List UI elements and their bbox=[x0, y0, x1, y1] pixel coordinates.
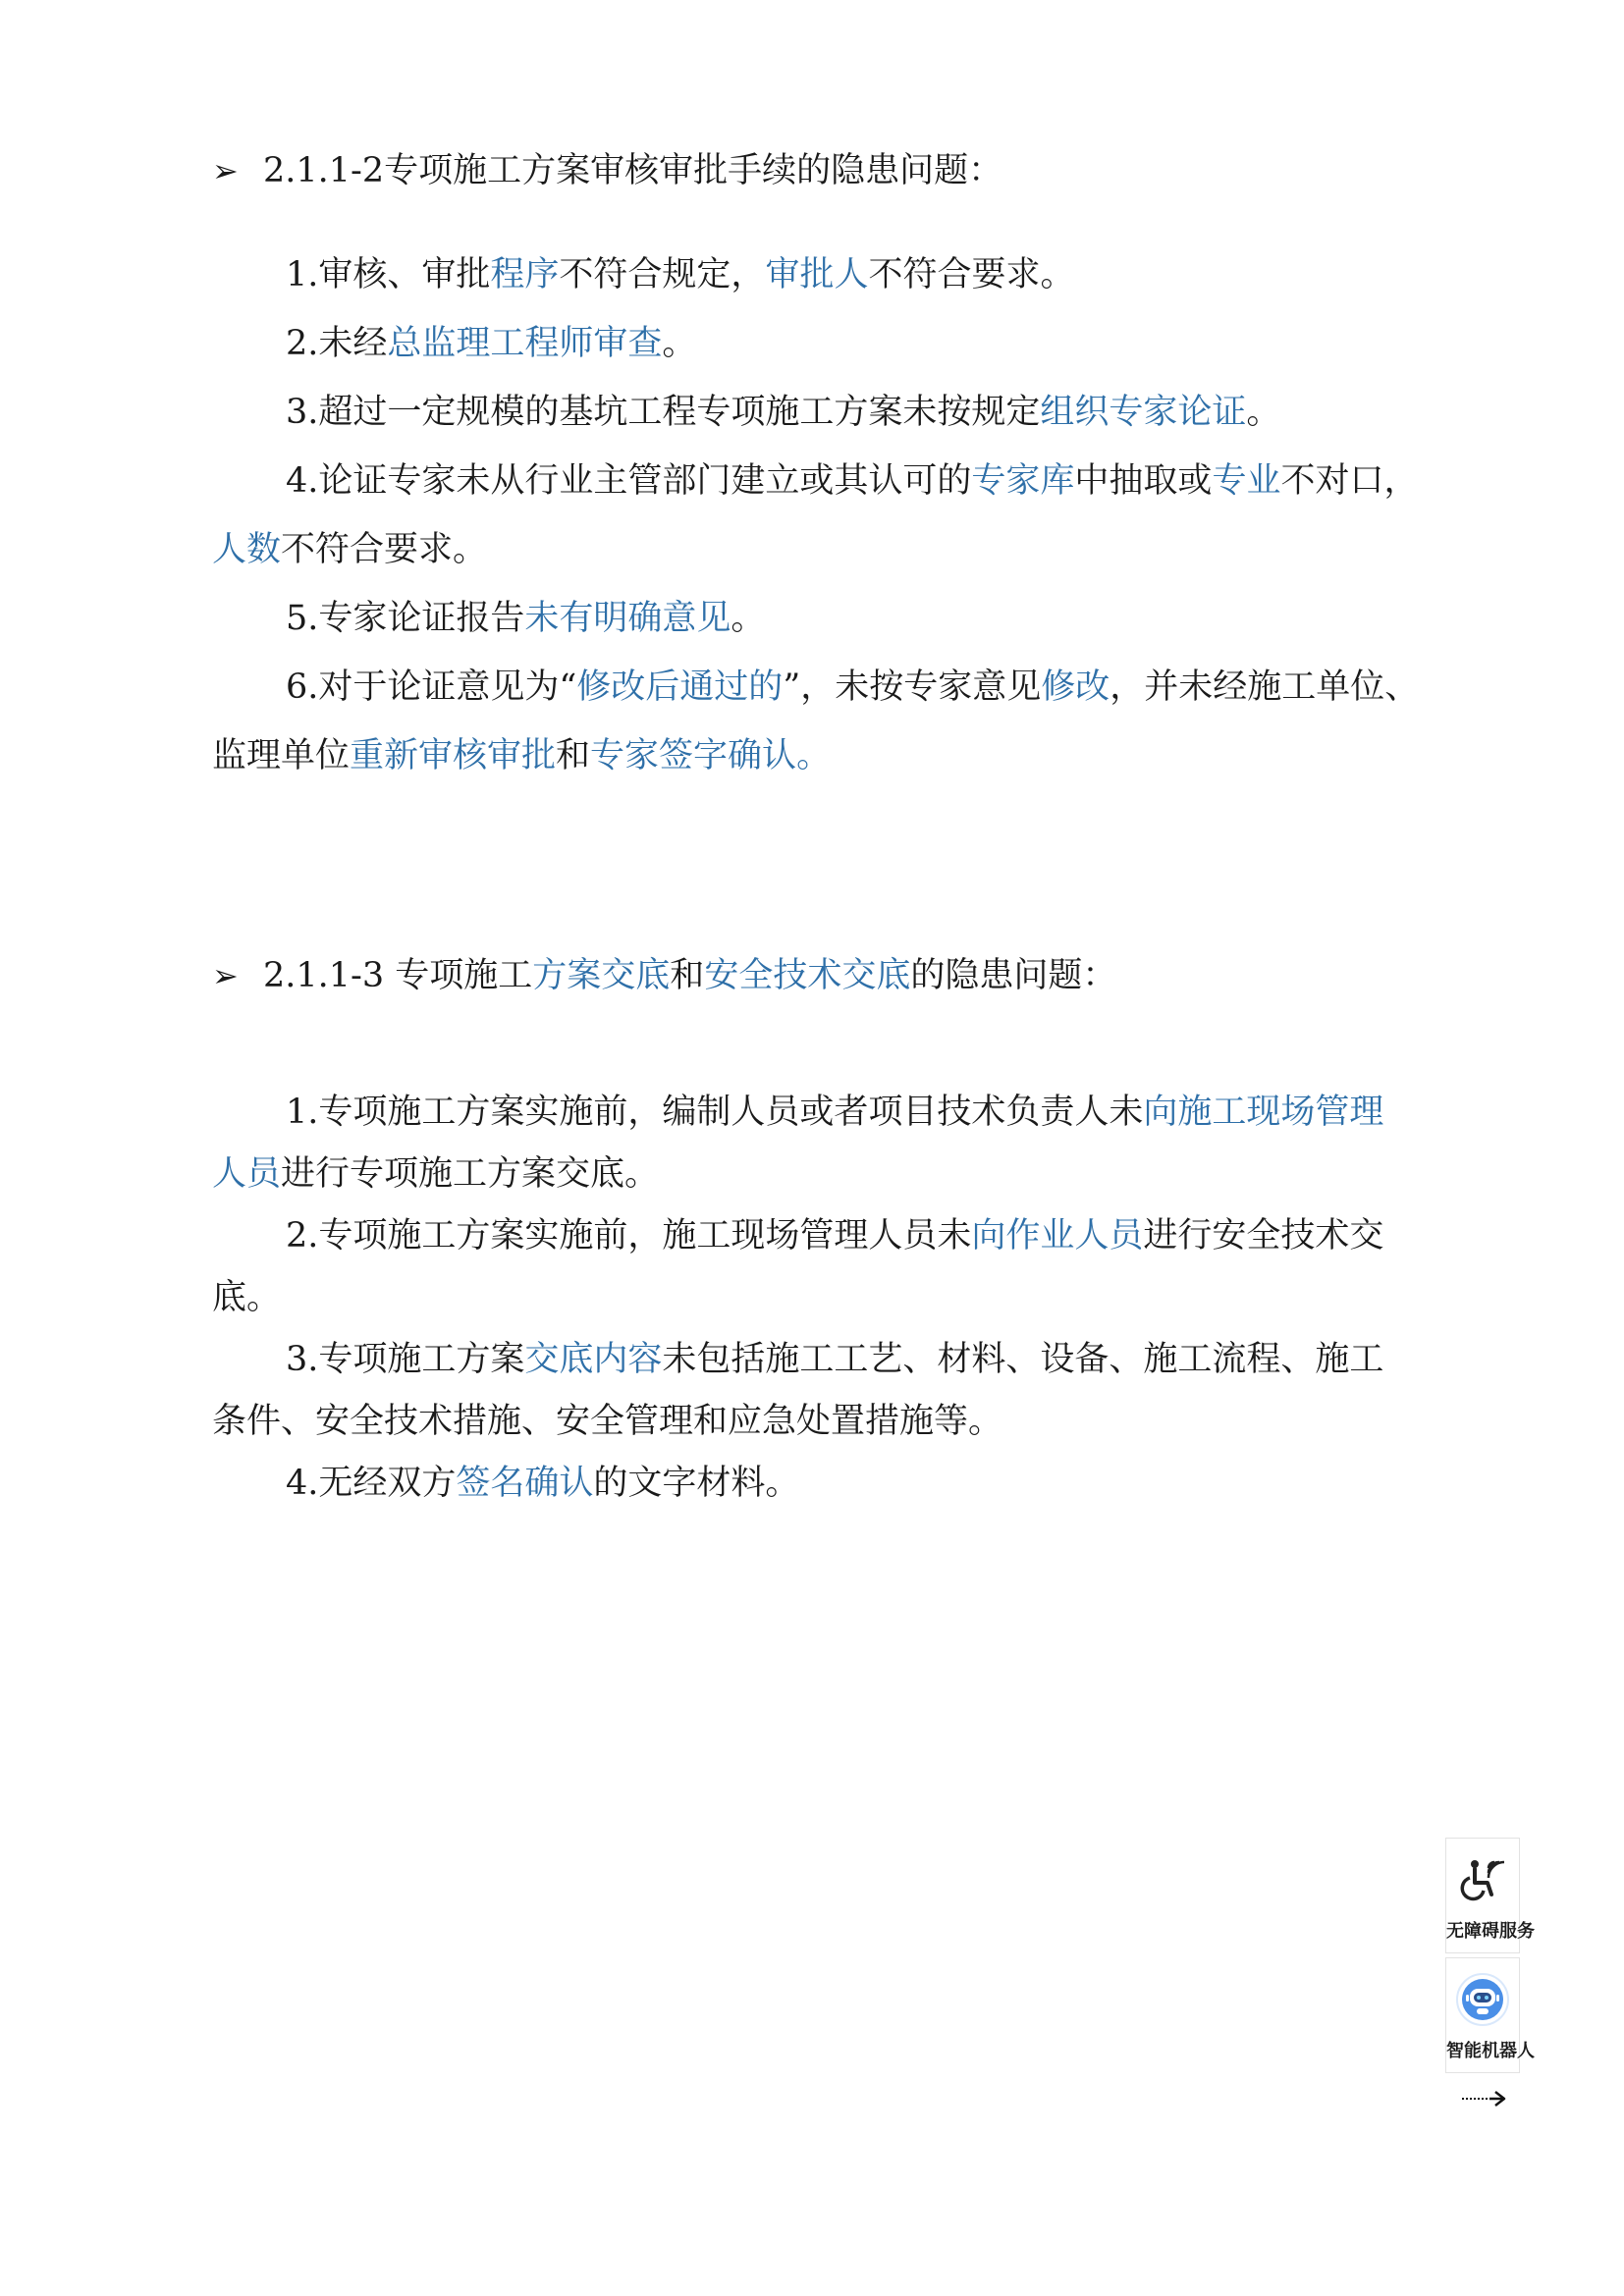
section-1-item-2 bbox=[212, 309, 1430, 378]
body-text: 。 bbox=[731, 599, 766, 638]
highlighted-text: 程序 bbox=[490, 255, 560, 294]
body-text: 2.1.1-3 专项施工 bbox=[263, 956, 533, 995]
highlighted-text: 修改 bbox=[1041, 667, 1110, 707]
body-text: 的文字材料。 bbox=[593, 1464, 800, 1503]
highlighted-text: 安全技术交底 bbox=[704, 956, 911, 995]
body-text: 4.论证专家未从行业主管部门建立或其认可的 bbox=[286, 461, 972, 501]
body-text: 进行专项施工方案交底。 bbox=[281, 1154, 660, 1194]
section-1-item-3 bbox=[212, 378, 1430, 447]
robot-icon bbox=[1455, 1972, 1510, 2031]
accessibility-service-button[interactable] bbox=[1445, 1838, 1535, 1953]
highlighted-text: 交底内容 bbox=[524, 1340, 663, 1379]
body-text: 2.未经 bbox=[286, 324, 388, 363]
body-text: 。 bbox=[662, 324, 697, 363]
body-text: 不符合要求。 bbox=[281, 530, 488, 569]
highlighted-text: 未有明确意见 bbox=[524, 599, 731, 638]
body-text: 6.对于论证意见为“ bbox=[286, 667, 577, 707]
body-text: 1.专项施工方案实施前，编制人员或者项目技术负责人未 bbox=[286, 1093, 1144, 1132]
body-text: 。 bbox=[1246, 393, 1281, 432]
highlighted-text: 。 bbox=[796, 736, 832, 775]
body-text: 不符合规定， bbox=[559, 255, 766, 294]
highlighted-text: 重新审核审批 bbox=[350, 736, 557, 775]
highlighted-text: 组织专家论证 bbox=[1040, 393, 1247, 432]
highlighted-text: 审批人 bbox=[765, 255, 869, 294]
highlighted-text: 专家库 bbox=[971, 461, 1075, 501]
body-text: 3.超过一定规模的基坑工程专项施工方案未按规定 bbox=[286, 393, 1041, 432]
section-2-item-1 bbox=[212, 1082, 1390, 1205]
section-1-item-1 bbox=[212, 240, 1430, 309]
floating-sidebar bbox=[1445, 1838, 1535, 2112]
section-2-heading bbox=[212, 950, 1116, 1001]
body-text: 不对口， bbox=[1280, 461, 1419, 501]
body-text: 进行安全技术交底。 bbox=[212, 1216, 1384, 1317]
section-1-item-5 bbox=[212, 584, 1430, 653]
highlighted-text: 人数 bbox=[212, 530, 282, 569]
section-2-item-3 bbox=[212, 1329, 1390, 1453]
highlighted-text: 专家签字确认 bbox=[590, 736, 797, 775]
body-text: 不符合要求。 bbox=[868, 255, 1075, 294]
section-2-item-4 bbox=[212, 1453, 1390, 1515]
highlighted-text: 签名确认 bbox=[456, 1464, 594, 1503]
body-text: 5.专家论证报告 bbox=[286, 599, 525, 638]
section-1-title: 2.1.1-2专项施工方案审核审批手续的隐患问题： bbox=[263, 151, 1003, 190]
body-text: 未包括施工工艺、材料、设备、施工流程、施工条件、安全技术措施、安全管理和应急处置措施等。 bbox=[212, 1340, 1384, 1441]
body-text: 的隐患问题： bbox=[910, 956, 1117, 995]
body-text: 3.专项施工方案 bbox=[286, 1340, 525, 1379]
section-1-item-6 bbox=[212, 653, 1430, 790]
body-text: 1.审核、审批 bbox=[286, 255, 491, 294]
section-1-item-4 bbox=[212, 447, 1430, 584]
body-text: ”，未按专家意见 bbox=[783, 667, 1042, 707]
highlighted-text: 向作业人员 bbox=[971, 1216, 1144, 1255]
smart-robot-button[interactable] bbox=[1445, 1957, 1535, 2073]
body-text: ，并未经施工单位、监理单位 bbox=[212, 667, 1420, 775]
highlighted-text: 专业 bbox=[1212, 461, 1281, 501]
section-2-item-2 bbox=[212, 1205, 1390, 1329]
bullet-arrow-icon: ➢ bbox=[212, 152, 239, 189]
wheelchair-icon bbox=[1458, 1856, 1507, 1909]
highlighted-text: 向施工现场管理人员 bbox=[212, 1093, 1384, 1194]
smart-robot-label: 智能机器人 bbox=[1446, 2041, 1535, 2061]
highlighted-text: 方案交底 bbox=[532, 956, 671, 995]
body-text: 中抽取或 bbox=[1074, 461, 1213, 501]
section-2-title bbox=[263, 956, 1116, 995]
highlighted-text: 修改后通过的 bbox=[576, 667, 784, 707]
section-1-heading bbox=[212, 145, 1002, 196]
body-text: 和 bbox=[556, 736, 591, 775]
body-text: 和 bbox=[670, 956, 705, 995]
dotted-arrow-right-icon[interactable] bbox=[1445, 2089, 1522, 2112]
bullet-arrow-icon: ➢ bbox=[212, 957, 239, 994]
body-text: 2.专项施工方案实施前，施工现场管理人员未 bbox=[286, 1216, 972, 1255]
body-text: 4.无经双方 bbox=[286, 1464, 457, 1503]
highlighted-text: 总监理工程师审查 bbox=[387, 324, 663, 363]
accessibility-service-label: 无障碍服务 bbox=[1446, 1921, 1535, 1942]
